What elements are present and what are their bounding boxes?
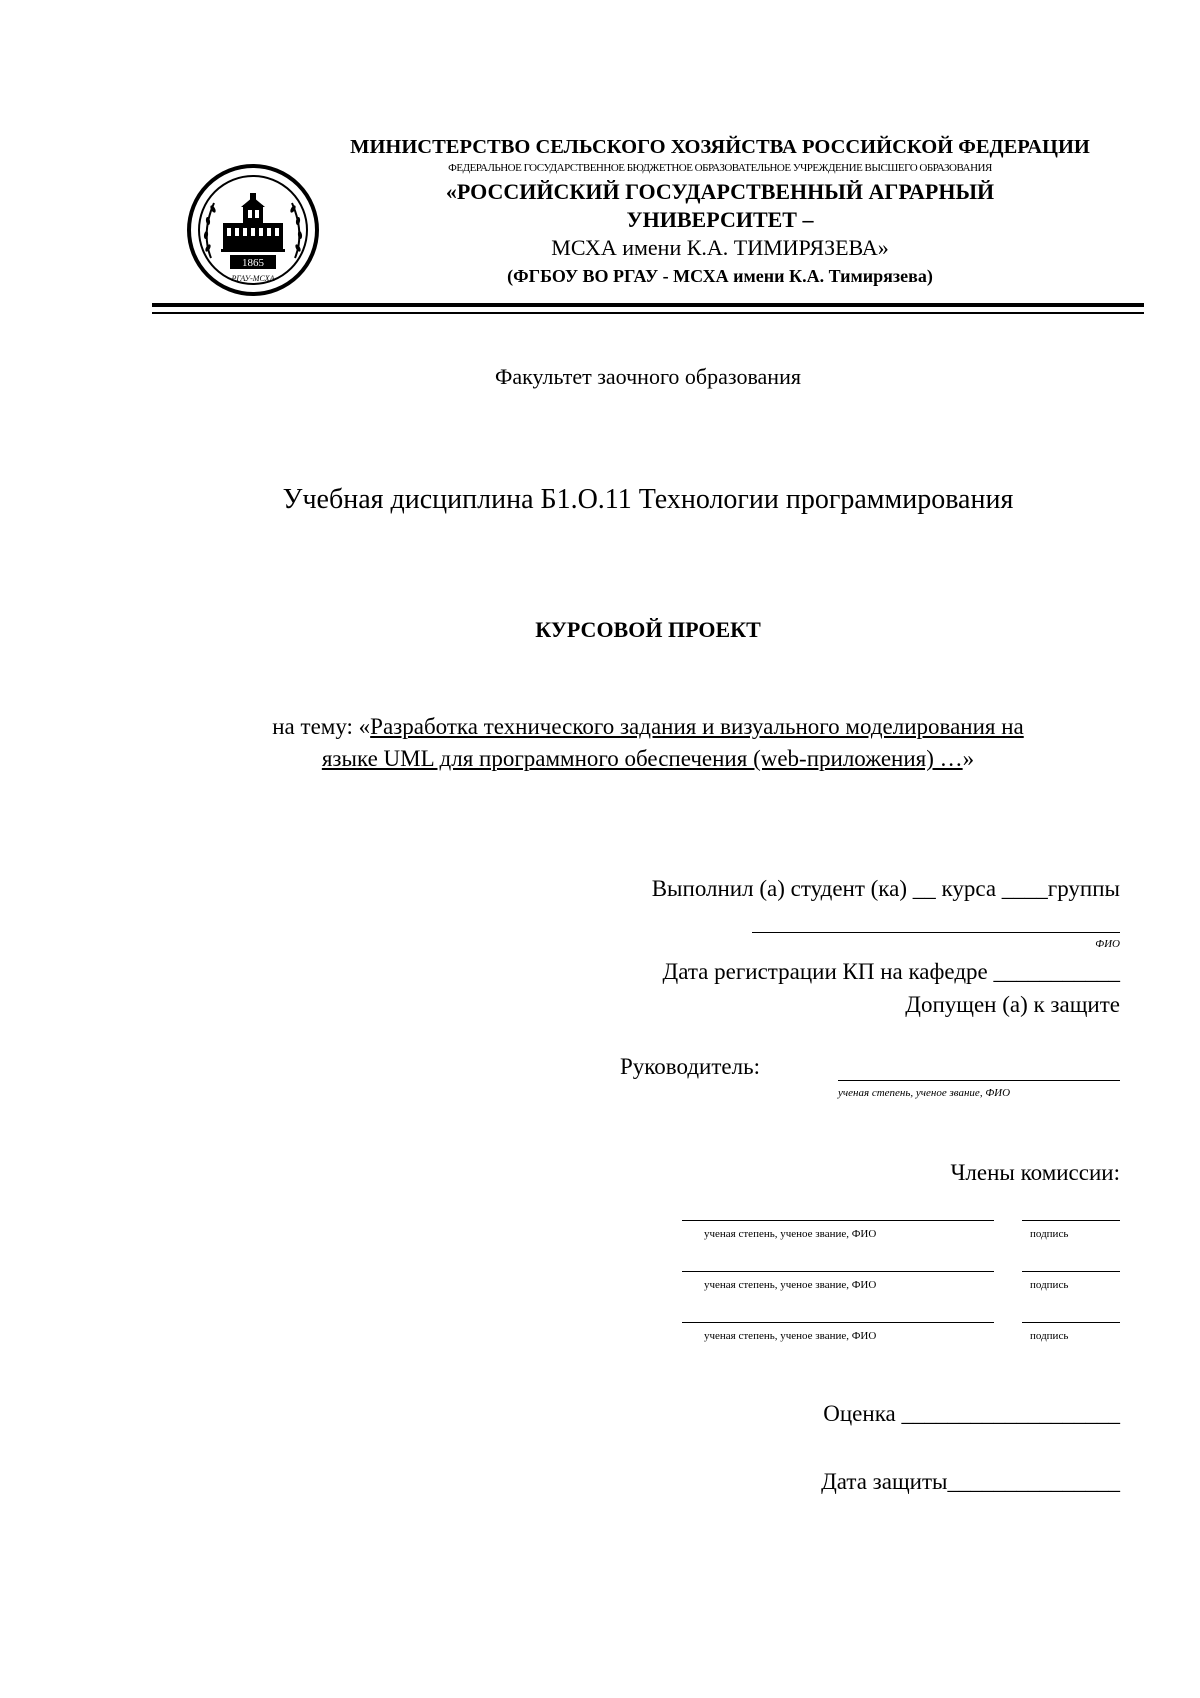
university-name-line3: МСХА имени К.А. ТИМИРЯЗЕВА» <box>551 235 889 260</box>
commission-row-2-left: ученая степень, ученое звание, ФИО <box>704 1279 877 1291</box>
commission-row-3-left: ученая степень, ученое звание, ФИО <box>704 1330 877 1342</box>
topic-line1-wrap <box>152 714 1144 740</box>
fio-line <box>752 932 1120 933</box>
commission-row-3-right: подпись <box>1030 1330 1069 1342</box>
university-name-line1: «РОССИЙСКИЙ ГОСУДАРСТВЕННЫЙ АГРАРНЫЙ <box>445 179 995 204</box>
registration-date: Дата регистрации КП на кафедре ___________ <box>662 959 1120 984</box>
university-abbreviation: (ФГБОУ ВО РГАУ - МСХА имени К.А. Тимирязева) <box>507 266 933 286</box>
ministry-title: МИНИСТЕРСТВО СЕЛЬСКОГО ХОЗЯЙСТВА РОССИЙСКОЙ ФЕДЕРАЦИИ <box>350 136 1090 158</box>
supervisor-line <box>838 1080 1120 1081</box>
logo-year: 1865 <box>242 257 264 269</box>
topic-suffix: » <box>962 746 975 771</box>
commission-title: Члены комиссии: <box>950 1160 1120 1185</box>
commission-row-1-right-line <box>1022 1220 1120 1221</box>
commission-row-3-right-line <box>1022 1322 1120 1323</box>
commission-row-1-right: подпись <box>1030 1228 1069 1240</box>
performed-by: Выполнил (а) студент (ка) __ курса ____группы <box>651 876 1120 901</box>
topic-line2-wrap <box>152 746 1144 772</box>
faculty: Факультет заочного образования <box>495 364 801 389</box>
topic-line2: языке UML для программного обеспечения (web-приложения) … <box>321 746 963 771</box>
discipline: Учебная дисциплина Б1.О.11 Технологии программирования <box>282 484 1014 515</box>
defense-date: Дата защиты_______________ <box>821 1469 1120 1494</box>
header-rule-thick <box>152 303 1144 307</box>
commission-row-2-left-line <box>682 1271 994 1272</box>
commission-row-2-right: подпись <box>1030 1279 1069 1291</box>
topic-prefix: на тему: « <box>272 714 371 739</box>
supervisor-caption: ученая степень, ученое звание, ФИО <box>838 1087 1011 1099</box>
commission-row-2-right-line <box>1022 1271 1120 1272</box>
header-rule-thin <box>152 312 1144 314</box>
grade: Оценка ___________________ <box>823 1401 1120 1426</box>
commission-row-3-left-line <box>682 1322 994 1323</box>
fio-caption: ФИО <box>1095 938 1120 950</box>
university-name-line2: УНИВЕРСИТЕТ – <box>626 207 814 232</box>
document-type: КУРСОВОЙ ПРОЕКТ <box>535 617 761 642</box>
commission-row-1-left: ученая степень, ученое звание, ФИО <box>704 1228 877 1240</box>
institution-type: ФЕДЕРАЛЬНОЕ ГОСУДАРСТВЕННОЕ БЮДЖЕТНОЕ ОБРАЗОВАТЕЛЬНОЕ УЧРЕЖДЕНИЕ ВЫСШЕГО ОБРАЗОВАНИЯ <box>448 162 992 174</box>
commission-row-1-left-line <box>682 1220 994 1221</box>
university-logo <box>186 163 320 297</box>
logo-caption: РГАУ-МСХА <box>231 274 275 283</box>
supervisor-label: Руководитель: <box>620 1054 760 1079</box>
admitted-to-defense: Допущен (а) к защите <box>905 992 1120 1017</box>
topic-line1: Разработка технического задания и визуального моделирования на <box>370 714 1024 739</box>
